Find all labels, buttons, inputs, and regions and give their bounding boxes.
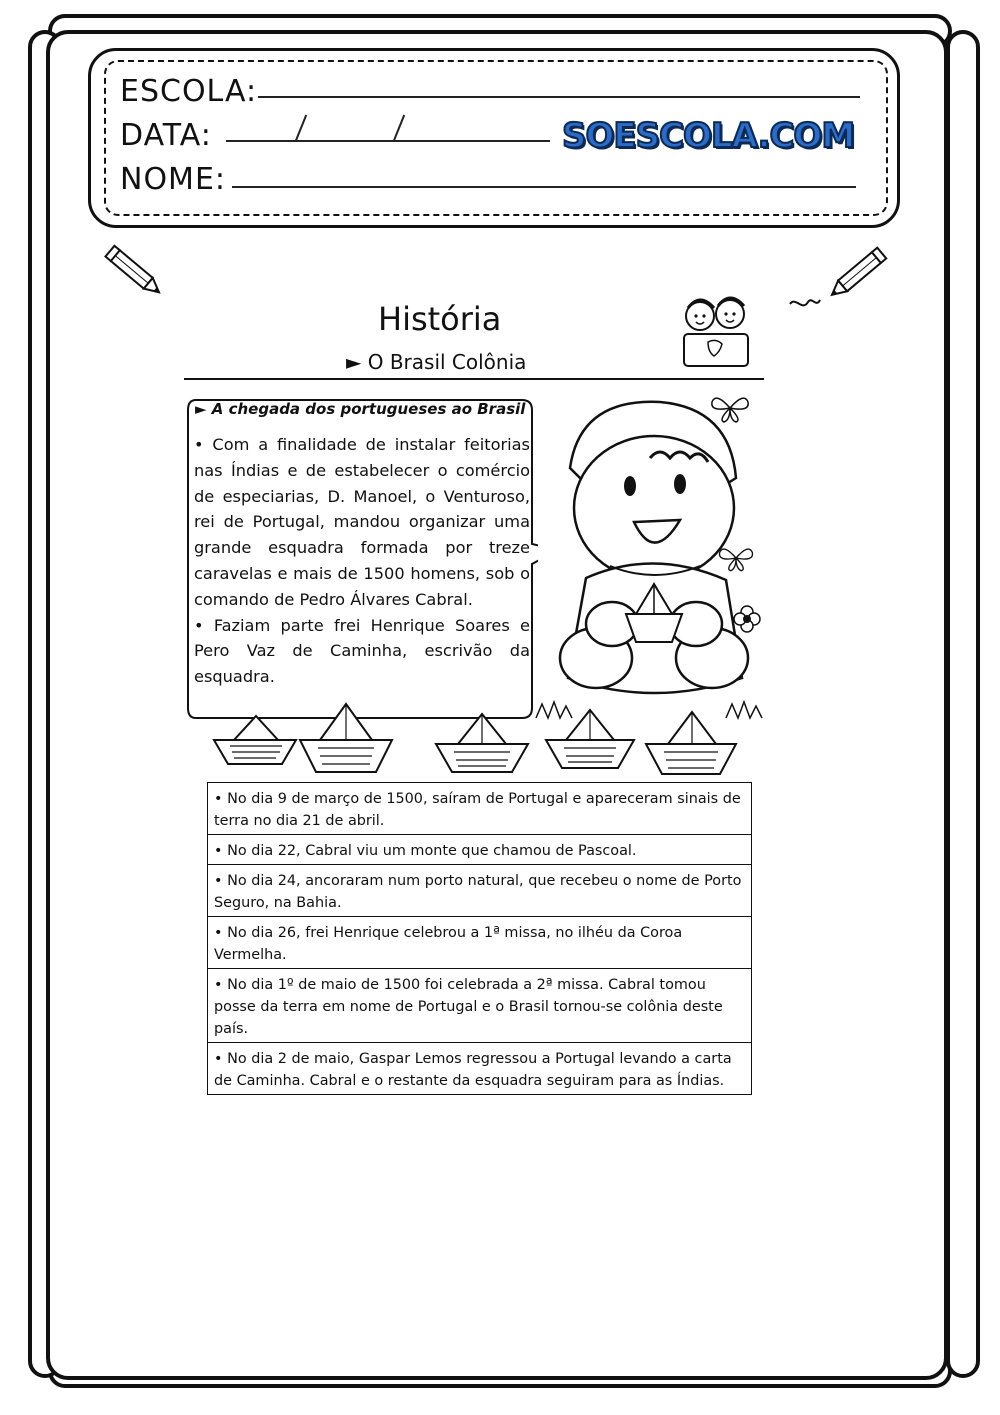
intro-paragraph: • Com a finalidade de instalar feitorias nas Índias e de estabelecer o comércio de especiarias, D. Manoel, o Venturoso, rei de Portugal, mandou organizar uma grande esquadra formada por treze caravelas e mais de 1500 homens, sob o comando de Pedro Álvares Cabral.	[194, 435, 530, 609]
site-logo: SOESCOLA.COM	[562, 116, 855, 156]
worksheet-subtitle: ► O Brasil Colônia	[346, 350, 527, 374]
butterfly-icon	[708, 392, 752, 424]
flower-icon	[732, 604, 762, 634]
school-label: ESCOLA:	[120, 74, 258, 109]
fact-row: • No dia 22, Cabral viu um monte que chamou de Pascoal.	[208, 835, 751, 865]
intro-paragraph: • Faziam parte frei Henrique Soares e Pero Vaz de Caminha, escrivão da esquadra.	[194, 615, 530, 687]
worksheet-title: História	[378, 300, 502, 338]
name-line[interactable]	[232, 186, 856, 188]
butterfly-icon	[716, 542, 756, 574]
title-rule	[184, 378, 764, 380]
fact-row: • No dia 9 de março de 1500, saíram de Portugal e apareceram sinais de terra no dia 21 de abril.	[208, 783, 751, 835]
fact-row: • No dia 1º de maio de 1500 foi celebrada a 2ª missa. Cabral tomou posse da terra em nome de Portugal e o Brasil tornou-se colônia deste país.	[208, 969, 751, 1043]
school-line[interactable]	[258, 96, 860, 98]
frame-right-rail	[946, 30, 980, 1378]
paper-boat-icon	[296, 700, 396, 776]
fact-row: • No dia 24, ancoraram num porto natural, que recebeu o nome de Porto Seguro, na Bahia.	[208, 865, 751, 917]
children-map-icon	[672, 292, 760, 376]
fact-row: • No dia 26, frei Henrique celebrou a 1ª missa, no ilhéu da Coroa Vermelha.	[208, 917, 751, 969]
section-heading: ► A chegada dos portugueses ao Brasil	[195, 400, 526, 418]
fact-row: • No dia 2 de maio, Gaspar Lemos regressou a Portugal levando a carta de Caminha. Cabral e o restante da esquadra seguiram para as Índias.	[214, 1051, 732, 1089]
pencil-icon	[100, 240, 172, 306]
facts-table	[207, 782, 752, 1095]
intro-text	[194, 432, 530, 690]
paper-boat-icon	[542, 706, 638, 772]
paper-boat-icon	[642, 708, 740, 778]
name-label: NOME:	[120, 162, 227, 197]
date-label: DATA:	[120, 118, 212, 153]
paper-boat-icon	[210, 712, 300, 768]
date-line[interactable]	[226, 140, 550, 142]
pencil-icon	[786, 240, 896, 316]
paper-boat-icon	[432, 710, 532, 776]
